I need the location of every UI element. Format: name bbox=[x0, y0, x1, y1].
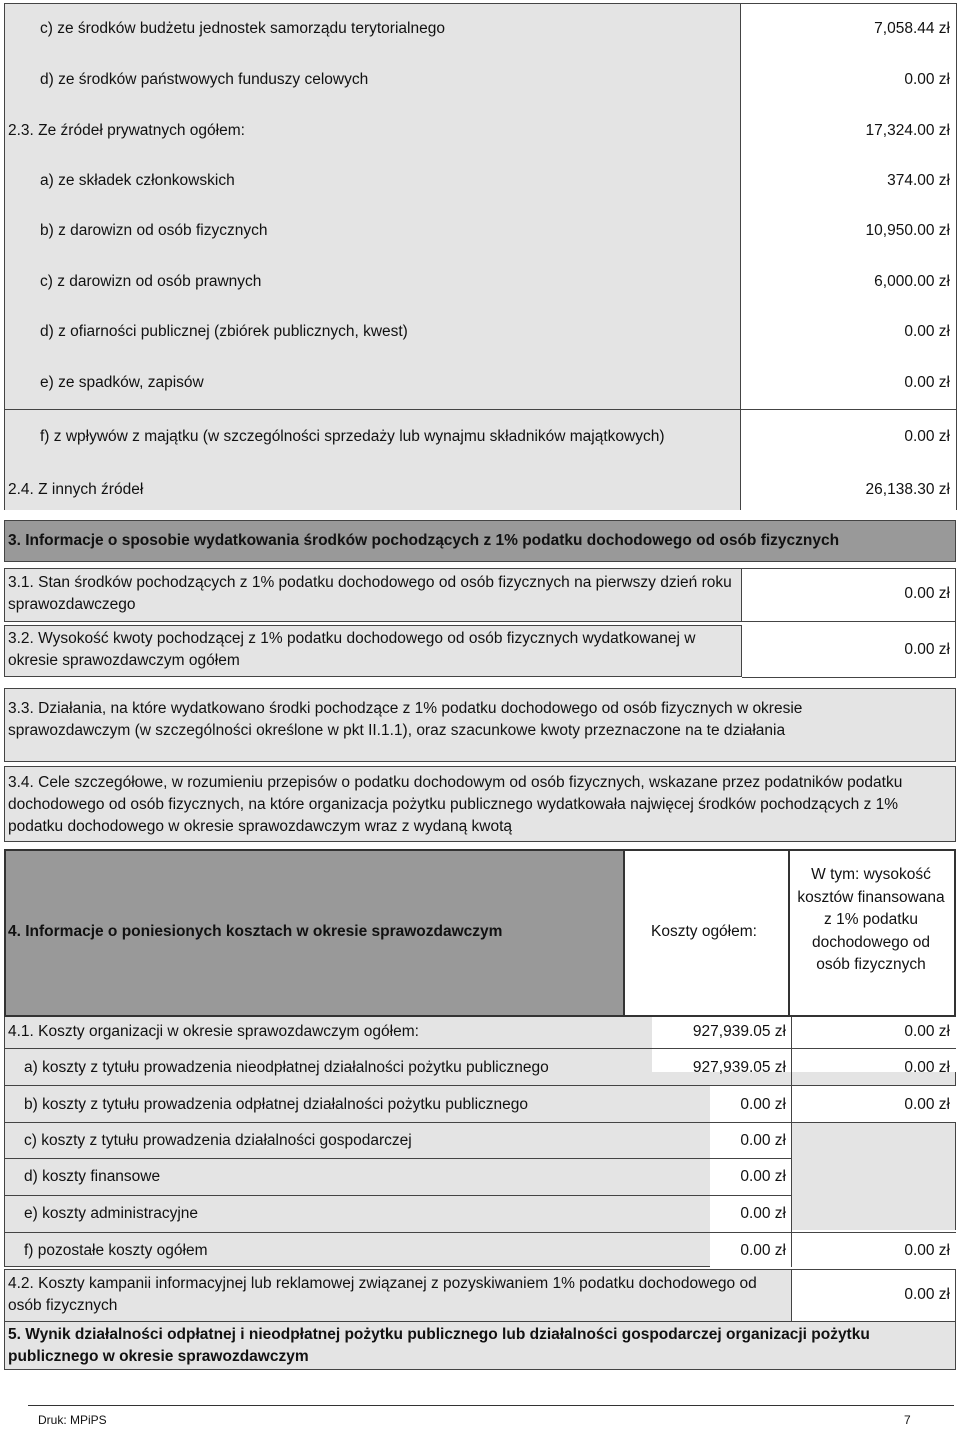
cost-row-total: 0.00 zł bbox=[740, 1096, 786, 1113]
row-3-3-label: 3.3. Działania, na które wydatkowano środki pochodzące z 1% podatku dochodowego od osób fizycznych w okresie sprawozdawczym (w szczególności określone w pkt II.1.1), oraz szacunkowe kwoty przeznaczone na te działania bbox=[8, 700, 803, 739]
row-3-2-label: 3.2. Wysokość kwoty pochodzącej z 1% podatku dochodowego od osób fizycznych wydatkowanej w okresie sprawozdawczym ogółem bbox=[8, 630, 696, 669]
row-label: d) z ofiarności publicznej (zbiórek publicznych, kwest) bbox=[40, 323, 408, 340]
cost-row-label: e) koszty administracyjne bbox=[24, 1205, 199, 1222]
cost-row-label: b) koszty z tytułu prowadzenia odpłatnej działalności pożytku publicznego bbox=[24, 1096, 529, 1113]
page-number: 7 bbox=[904, 1413, 911, 1427]
row-label: 2.4. Z innych źródeł bbox=[8, 481, 144, 498]
section4-heading: 4. Informacje o poniesionych kosztach w okresie sprawozdawczym bbox=[8, 923, 503, 940]
cost-row-total: 0.00 zł bbox=[740, 1205, 786, 1222]
row-label: a) ze składek członkowskich bbox=[40, 172, 235, 189]
row-value: 374.00 zł bbox=[887, 172, 950, 189]
row-value: 26,138.30 zł bbox=[865, 481, 950, 498]
cost-row-1pct: 0.00 zł bbox=[904, 1059, 950, 1076]
row-value: 7,058.44 zł bbox=[874, 20, 950, 37]
row-label: e) ze spadków, zapisów bbox=[40, 374, 204, 391]
section3-heading: 3. Informacje o sposobie wydatkowania środków pochodzących z 1% podatku dochodowego od osób fizycznych bbox=[8, 532, 840, 549]
row-label: f) z wpływów z majątku (w szczególności sprzedaży lub wynajmu składników majątkowych) bbox=[40, 428, 665, 445]
cost-row-label: a) koszty z tytułu prowadzenia nieodpłatnej działalności pożytku publicznego bbox=[24, 1059, 549, 1076]
row-value: 0.00 zł bbox=[904, 374, 950, 391]
print-label: Druk: MPiPS bbox=[38, 1413, 107, 1427]
cost-row-label: d) koszty finansowe bbox=[24, 1168, 161, 1185]
section5-heading: 5. Wynik działalności odpłatnej i nieodpłatnej pożytku publicznego lub działalności gospodarczej organizacji pożytku publicznego w okresie sprawozdawczym bbox=[8, 1326, 870, 1365]
cost-row-label: c) koszty z tytułu prowadzenia działalności gospodarczej bbox=[24, 1132, 412, 1149]
row-label: c) z darowizn od osób prawnych bbox=[40, 273, 262, 290]
cost-row-total: 927,939.05 zł bbox=[692, 1023, 786, 1040]
row-label: b) z darowizn od osób fizycznych bbox=[40, 222, 268, 239]
row-3-4-label: 3.4. Cele szczegółowe, w rozumieniu przepisów o podatku dochodowym od osób fizycznych, wskazane przez podatników podatku dochodowego od osób fizycznych, na które organizacja pożytku publicznego wydatkowała najwięcej środków pochodzących z 1% podatku dochodowego w okresie sprawozdawczym wraz z wydaną kwotą bbox=[8, 774, 903, 835]
row-value: 17,324.00 zł bbox=[865, 122, 950, 139]
row-value: 6,000.00 zł bbox=[874, 273, 950, 290]
cost-row-1pct: 0.00 zł bbox=[904, 1023, 950, 1040]
row-4-2-label: 4.2. Koszty kampanii informacyjnej lub reklamowej związanej z pozyskiwaniem 1% podatku dochodowego od osób fizycznych bbox=[8, 1275, 757, 1314]
cost-row-label: 4.1. Koszty organizacji w okresie sprawozdawczym ogółem: bbox=[8, 1023, 419, 1040]
cost-row-total: 0.00 zł bbox=[740, 1132, 786, 1149]
cost-row-total: 0.00 zł bbox=[740, 1168, 786, 1185]
cost-row-1pct: 0.00 zł bbox=[904, 1242, 950, 1259]
row-label: 2.3. Ze źródeł prywatnych ogółem: bbox=[8, 122, 245, 139]
row-4-2-value: 0.00 zł bbox=[904, 1286, 950, 1303]
cost-row-1pct: 0.00 zł bbox=[904, 1096, 950, 1113]
cost-row-total: 0.00 zł bbox=[740, 1242, 786, 1259]
row-label: c) ze środków budżetu jednostek samorządu terytorialnego bbox=[40, 20, 445, 37]
row-value: 0.00 zł bbox=[904, 323, 950, 340]
row-value: 0.00 zł bbox=[904, 428, 950, 445]
col-total-header: Koszty ogółem: bbox=[651, 923, 757, 940]
cost-row-label: f) pozostałe koszty ogółem bbox=[24, 1242, 208, 1259]
cost-row-total: 927,939.05 zł bbox=[692, 1059, 786, 1076]
row-value: 10,950.00 zł bbox=[865, 222, 950, 239]
row-label: d) ze środków państwowych funduszy celowych bbox=[40, 71, 369, 88]
col-1pct-header: W tym: wysokość kosztów finansowana z 1% podatku dochodowego od osób fizycznych bbox=[797, 866, 945, 974]
row-3-1-value: 0.00 zł bbox=[904, 585, 950, 602]
row-3-2-value: 0.00 zł bbox=[904, 641, 950, 658]
row-3-1-label: 3.1. Stan środków pochodzących z 1% podatku dochodowego od osób fizycznych na pierwszy dzień roku sprawozdawczego bbox=[8, 574, 732, 613]
row-value: 0.00 zł bbox=[904, 71, 950, 88]
